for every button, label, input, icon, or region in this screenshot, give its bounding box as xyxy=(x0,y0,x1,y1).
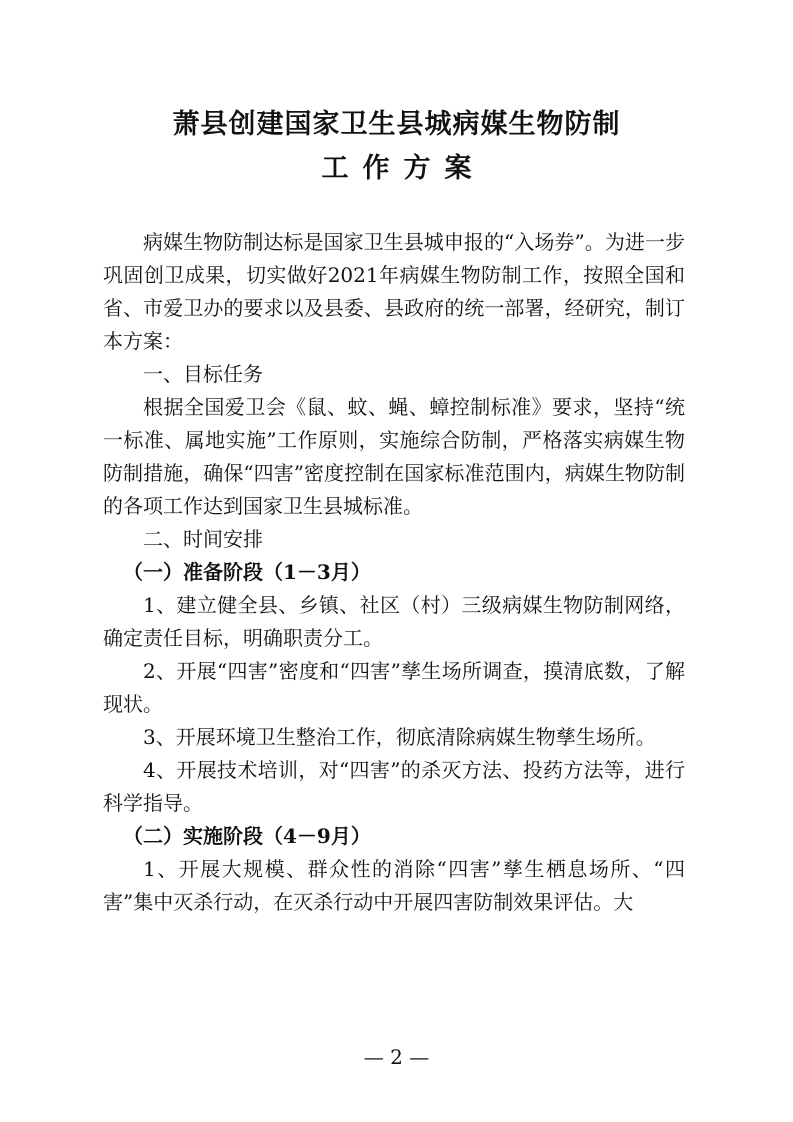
body-paragraph: 1、开展大规模、群众性的消除“四害”孳生栖息场所、“四害”集中灭杀行动，在灭杀行动中开展四害防制效果评估。大 xyxy=(103,857,685,914)
section-heading: 一、目标任务 xyxy=(143,362,263,386)
body-paragraph: 根据全国爱卫会《鼠、蚊、蝇、蟑控制标准》要求，坚持“统一标准、属地实施”工作原则，实施综合防制，严格落实病媒生物防制措施，确保“四害”密度控制在国家标准范围内，病媒生物防制的各项工作达到国家卫生县城标准。 xyxy=(103,395,685,518)
section-heading: 二、时间安排 xyxy=(143,527,263,551)
body-paragraph: 病媒生物防制达标是国家卫生县城申报的“入场券”。为进一步巩固创卫成果，切实做好2021年病媒生物防制工作，按照全国和省、市爱卫办的要求以及县委、县政府的统一部署，经研究，制订本方案： xyxy=(103,230,685,353)
section-subheading: （一）准备阶段（1－3月） xyxy=(123,560,371,584)
section-subheading: （二）实施阶段（4－9月） xyxy=(123,824,371,848)
document-body xyxy=(103,226,685,919)
page-number: — 2 — xyxy=(363,1045,430,1069)
document-title-line2: 工作方案 xyxy=(321,153,486,184)
body-paragraph: 3、开展环境卫生整治工作，彻底清除病媒生物孳生场所。 xyxy=(143,725,656,749)
body-paragraph: 1、建立健全县、乡镇、社区（村）三级病媒生物防制网络，确定责任目标，明确职责分工。 xyxy=(103,593,685,650)
document-title-line1: 萧县创建国家卫生县城病媒生物防制 xyxy=(172,109,621,140)
body-paragraph: 4、开展技术培训，对“四害”的杀灭方法、投药方法等，进行科学指导。 xyxy=(103,758,685,815)
body-paragraph: 2、开展“四害”密度和“四害”孳生场所调查，摸清底数，了解现状。 xyxy=(103,659,685,716)
